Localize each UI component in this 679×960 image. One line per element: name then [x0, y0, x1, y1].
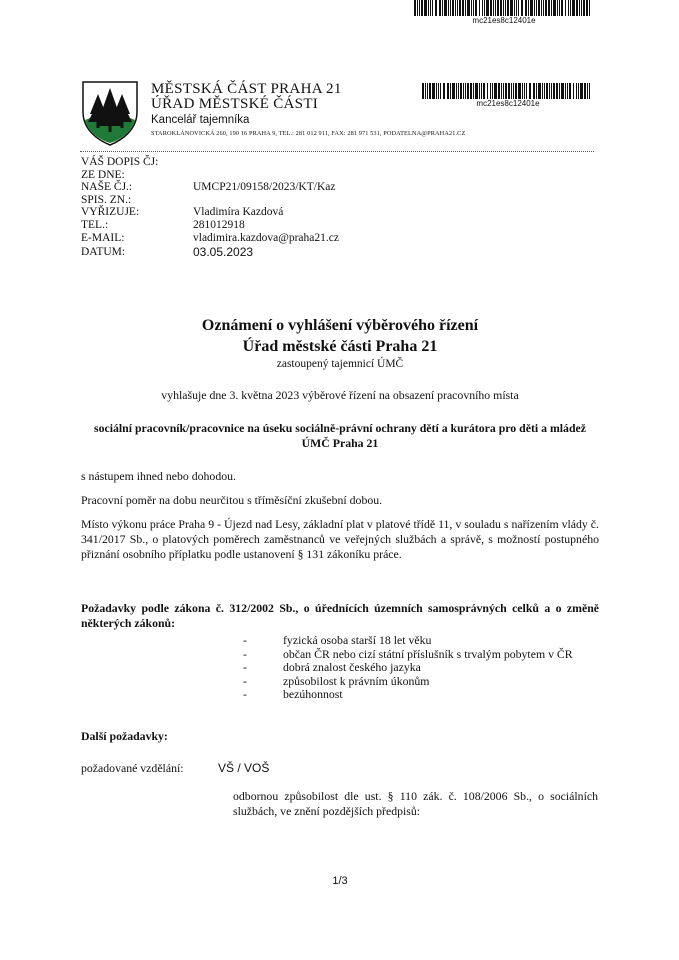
barcode-label: mc21es8c12401e [472, 16, 536, 25]
list-item [243, 634, 603, 648]
barcode-bar [570, 0, 571, 16]
barcode-bar [546, 83, 548, 99]
barcode-bar [516, 0, 517, 16]
barcode-bar [444, 0, 447, 16]
barcode-bar [435, 0, 437, 16]
place-text: Místo výkonu práce Praha 9 - Újezd nad Lesy, základní plat v platové třídě 11, v souladu s nařízením vlády č. 341/2017 Sb., o platových poměrech zaměstnanců ve veřejných službách a správě, s možností postupného přiznání osobního příplatku podle ustanovení § 131 zákoníku práce. [81, 517, 599, 561]
barcode-bar [565, 83, 566, 99]
header-line2: ÚŘAD MĚSTSKÉ ČÁSTI [151, 96, 319, 112]
barcode-bar [538, 83, 541, 99]
barcode-bar [579, 0, 580, 16]
header-barcode [422, 83, 594, 108]
barcode-bar [545, 0, 547, 16]
barcode-bar [576, 83, 577, 99]
barcode-bar [553, 0, 556, 16]
barcode-bar [429, 83, 431, 99]
contact-email: vladimira.kazdova@praha21.cz [193, 231, 339, 244]
header-line1: MĚSTSKÁ ČÁST PRAHA 21 [151, 81, 342, 97]
barcode-bar [514, 0, 515, 16]
barcode-bar [559, 0, 560, 16]
contact-name: Vladimíra Kazdová [193, 206, 284, 219]
header-line3: Kancelář tajemníka [151, 114, 250, 126]
barcode-bar [572, 0, 575, 16]
barcode-bar [521, 0, 523, 16]
barcode-bar [440, 83, 441, 99]
barcode-bar [528, 0, 529, 16]
barcode-bar [422, 83, 424, 99]
document-title: Oznámení o vyhlášení výběrového řízení [201, 317, 479, 334]
barcode-bar [518, 0, 519, 16]
barcode-bar [503, 83, 504, 99]
list-item-text: způsobilost k právním úkonům [283, 673, 430, 688]
header-address: STAROKLÁNOVICKÁ 260, 190 16 PRAHA 9, TEL.: 281 012 911, FAX: 281 971 531, PODATELNA@PRAHA21.CZ [151, 130, 466, 137]
start-text: s nástupem ihned nebo dohodou. [81, 469, 236, 483]
dash: - [243, 633, 247, 647]
barcode-bar [522, 83, 523, 99]
barcode-bar [536, 0, 537, 16]
meta-label: ZE DNE: [81, 168, 125, 181]
logo [80, 80, 140, 146]
document-date: 03.05.2023 [193, 245, 254, 260]
barcode-bar [544, 83, 545, 99]
barcode-bar [458, 83, 459, 99]
barcode-bar [492, 83, 493, 99]
barcode-bar [481, 83, 482, 99]
list-item-text: občan ČR nebo cizí státní příslušník s trvalým pobytem v ČR [283, 646, 573, 661]
barcode-bar [463, 83, 464, 99]
list-item [243, 688, 603, 702]
barcode-bar [526, 83, 527, 99]
dash: - [243, 673, 247, 688]
barcode-bar [486, 0, 489, 16]
barcode-bar [452, 83, 455, 99]
barcode-bar [470, 83, 472, 99]
barcode-bar [589, 83, 590, 99]
barcode-bar [587, 83, 588, 99]
barcode-bar [473, 0, 474, 16]
barcode-bar [536, 83, 537, 99]
meta-row [81, 181, 481, 194]
barcode-bar [557, 0, 558, 16]
barcode-bar [424, 0, 427, 16]
top-barcode [414, 0, 594, 25]
list-item [243, 648, 603, 662]
reference-number: UMCP21/09158/2023/KT/Kaz [193, 181, 336, 194]
barcode-bar [428, 0, 429, 16]
barcode-bar [432, 0, 433, 16]
barcode-bar [534, 0, 535, 16]
barcode-bar [483, 83, 485, 99]
barcode-bar [436, 83, 437, 99]
barcode-bar [511, 83, 512, 99]
barcode-bar [576, 0, 578, 16]
barcode-bar [450, 0, 451, 16]
meta-label: DATUM: [81, 246, 126, 259]
barcode-bar [551, 0, 552, 16]
barcode-bar [507, 0, 509, 16]
barcode-bar [589, 0, 590, 16]
dash: - [243, 660, 247, 674]
barcode-bar [443, 83, 445, 99]
barcode-bar [543, 0, 544, 16]
meta-row [81, 206, 481, 219]
barcode-bar [561, 83, 564, 99]
meta-label: TEL.: [81, 218, 109, 231]
barcode-label: mc21es8c12401e [476, 99, 540, 108]
barcode-bar [515, 83, 517, 99]
barcode-bar [479, 83, 480, 99]
barcode-bar [473, 83, 474, 99]
meta-row [81, 219, 481, 232]
barcode-bar [530, 0, 533, 16]
barcode-bar [559, 83, 560, 99]
document-represented: zastoupený tajemnicí ÚMČ [276, 358, 404, 370]
barcode-bar [505, 83, 507, 99]
barcode-bar [442, 0, 443, 16]
barcode-bar [457, 0, 458, 16]
barcode-bar [553, 83, 555, 99]
barcode-bar [497, 0, 499, 16]
barcode-bar [467, 0, 470, 16]
announce-line: vyhlašuje dne 3. května 2023 výběrové řízení na obsazení pracovního místa [161, 388, 519, 402]
barcode-bar [568, 0, 569, 16]
law-heading: Požadavky podle zákona č. 312/2002 Sb., o úřednících územních samosprávných celků a o změně některých zákonů: [81, 601, 599, 630]
barcode-bar [542, 83, 543, 99]
barcode-bar [459, 0, 461, 16]
list-item [243, 661, 603, 675]
list-item-text: fyzická osoba starší 18 let věku [283, 633, 432, 647]
meta-label: NAŠE ČJ.: [81, 181, 133, 194]
contract-text: Pracovní poměr na dobu neurčitou s tříměsíční zkušební dobou. [81, 493, 383, 507]
barcode-bar [584, 83, 586, 99]
barcode-bar [513, 83, 514, 99]
barcode-bar [549, 83, 550, 99]
header-divider [80, 151, 594, 152]
further-heading: Další požadavky: [81, 729, 168, 743]
barcode-bar [482, 0, 483, 16]
barcode-bar [586, 0, 588, 16]
barcode-bar [573, 83, 574, 99]
barcode-bar [556, 83, 558, 99]
barcode-bar [439, 0, 441, 16]
barcode-bar [565, 0, 566, 16]
barcode-bar [417, 0, 418, 16]
barcode-bar [438, 83, 439, 99]
page-number: 1/3 [332, 875, 348, 887]
barcode-bar [508, 83, 510, 99]
barcode-bar [501, 83, 502, 99]
barcode-bar [500, 0, 502, 16]
barcode-bars [414, 0, 594, 16]
barcode-bar [455, 0, 456, 16]
barcode-bar [427, 83, 428, 99]
meta-label: E-MAIL: [81, 231, 125, 244]
barcode-bar [432, 83, 435, 99]
barcode-bar [490, 0, 492, 16]
barcode-bar [498, 83, 500, 99]
barcode-bar [462, 0, 464, 16]
meta-row [81, 232, 481, 245]
barcode-bar [495, 0, 496, 16]
barcode-bar [421, 0, 423, 16]
meta-row [81, 169, 481, 182]
requirements-list [243, 634, 603, 702]
barcode-bar [518, 83, 521, 99]
education-label: požadované vzdělání: [81, 761, 184, 775]
list-item-text: bezúhonnost [283, 687, 343, 701]
barcode-bar [494, 83, 497, 99]
barcode-bar [503, 0, 504, 16]
barcode-bar [425, 83, 426, 99]
barcode-bar [533, 83, 535, 99]
barcode-bar [467, 83, 469, 99]
tree-emblem-icon [80, 80, 140, 146]
barcode-bar [541, 0, 542, 16]
barcode-bar [580, 83, 583, 99]
barcode-bar [525, 0, 527, 16]
contact-phone: 281012918 [193, 218, 245, 231]
barcode-bar [487, 83, 488, 99]
barcode-bar [578, 83, 579, 99]
barcode-bar [569, 83, 571, 99]
barcode-bar [581, 0, 582, 16]
dash: - [243, 687, 247, 701]
meta-label: VYŘIZUJE: [81, 206, 140, 219]
barcode-bar [529, 83, 531, 99]
barcode-bar [452, 0, 454, 16]
barcode-bar [490, 83, 491, 99]
qualification-text: odbornou způsobilost dle ust. § 110 zák. č. 108/2006 Sb., o sociálních službách, ve znění pozdějších předpisů: [233, 789, 598, 818]
meta-label: VÁŠ DOPIS ČJ: [81, 156, 159, 168]
list-item [243, 675, 603, 689]
barcode-bar [548, 0, 550, 16]
document-subtitle: Úřad městské části Praha 21 [242, 338, 438, 355]
barcode-bar [505, 0, 506, 16]
barcode-bar [567, 83, 568, 99]
barcode-bar [510, 0, 513, 16]
meta-label: SPIS. ZN.: [81, 193, 132, 206]
barcode-bar [430, 0, 431, 16]
barcode-bar [475, 0, 477, 16]
barcode-bar [479, 0, 480, 16]
barcode-bar [561, 0, 563, 16]
barcode-bar [460, 83, 462, 99]
barcode-bar [456, 83, 457, 99]
barcode-bar [538, 0, 540, 16]
barcode-bar [465, 0, 466, 16]
meta-block [81, 156, 481, 259]
barcode-bar [450, 83, 451, 99]
barcode-bar [448, 0, 449, 16]
list-item-text: dobrá znalost českého jazyka [283, 660, 421, 674]
meta-row [81, 156, 481, 169]
barcode-bar [475, 83, 478, 99]
barcode-bars [422, 83, 594, 99]
education-value: VŠ / VOŠ [218, 761, 270, 775]
barcode-bar [493, 0, 494, 16]
barcode-bar [414, 0, 416, 16]
meta-row [81, 246, 481, 259]
barcode-bar [471, 0, 472, 16]
barcode-bar [551, 83, 552, 99]
barcode-bar [447, 83, 449, 99]
position-title: sociální pracovník/pracovnice na úseku sociálně-právní ochrany dětí a kurátora pro děti a mládež ÚMČ Praha 21 [94, 421, 586, 450]
dash: - [243, 646, 247, 661]
barcode-bar [524, 83, 525, 99]
barcode-bar [583, 0, 585, 16]
barcode-bar [484, 0, 485, 16]
barcode-bar [419, 0, 420, 16]
meta-row [81, 194, 481, 207]
barcode-bar [465, 83, 466, 99]
